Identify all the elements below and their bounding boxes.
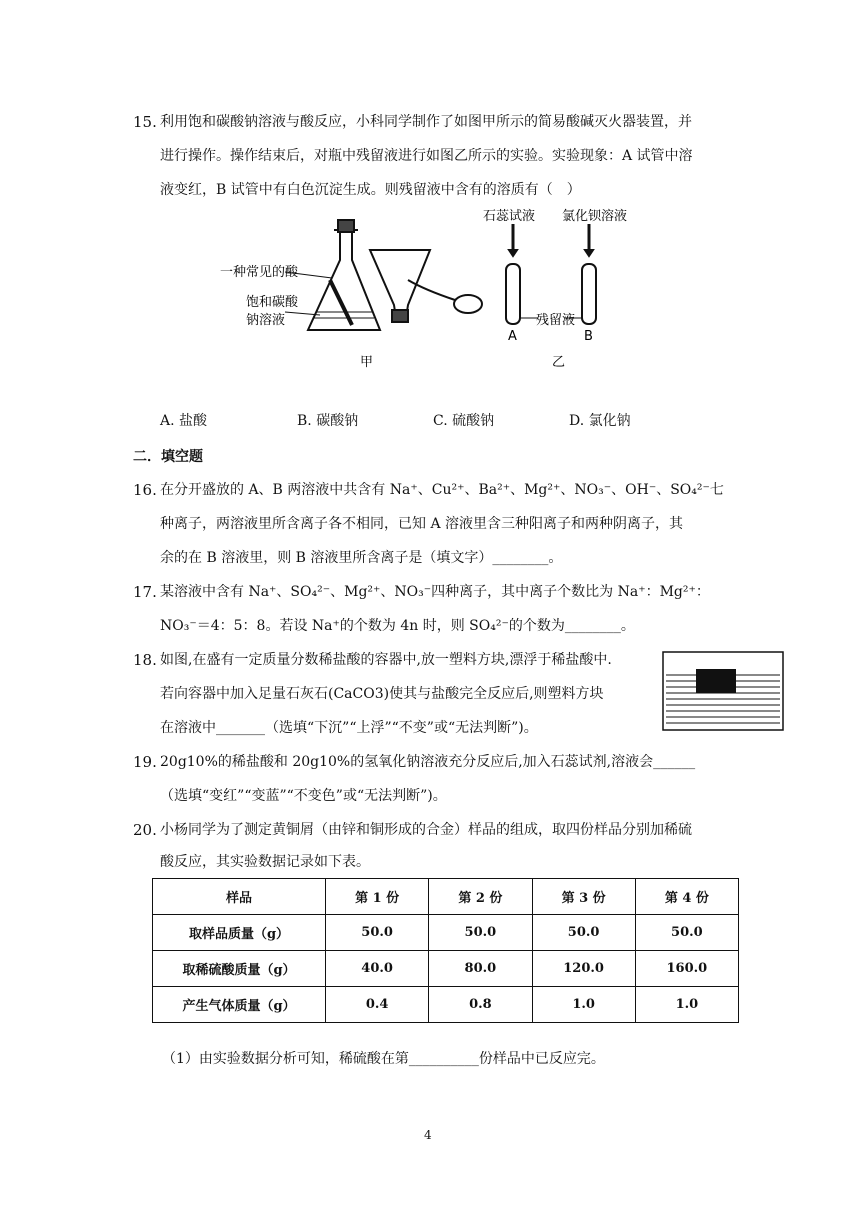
- label-solution-2: 钠溶液: [246, 313, 286, 328]
- table-header-row: [153, 879, 739, 915]
- table-cell: 取稀硫酸质量（g）: [153, 951, 326, 987]
- label-litmus: 石蕊试液: [483, 209, 536, 224]
- table-cell: 50.0: [429, 915, 532, 951]
- section-title: 二．填空题: [133, 449, 203, 465]
- question-text: 某溶液中含有 Na⁺、SO₄²⁻、Mg²⁺、NO₃⁻四种离子，其中离子个数比为 Na⁺：Mg²⁺：: [160, 584, 710, 600]
- question-number: 18.: [133, 651, 157, 669]
- option-a: A. 盐酸: [160, 413, 208, 429]
- caption-jia: 甲: [360, 355, 374, 370]
- table-cell: 1.0: [635, 987, 738, 1023]
- question-number: 20.: [133, 821, 157, 839]
- table-cell: 1.0: [532, 987, 635, 1023]
- question-text: 若向容器中加入足量石灰石(CaCO3)使其与盐酸完全反应后,则塑料方块: [160, 686, 604, 702]
- table-cell: 0.4: [326, 987, 429, 1023]
- table-row: [153, 951, 739, 987]
- table-cell: 50.0: [326, 915, 429, 951]
- table-cell: 120.0: [532, 951, 635, 987]
- label-tube-a: A: [508, 329, 517, 344]
- table-header-cell: 样品: [153, 879, 326, 915]
- question-text: 在分开盛放的 A、B 两溶液中共含有 Na⁺、Cu²⁺、Ba²⁺、Mg²⁺、NO₃⁻、OH⁻、SO₄²⁻七: [160, 482, 724, 498]
- caption-yi: 乙: [552, 355, 566, 370]
- page-number: 4: [424, 1128, 432, 1142]
- table-cell: 取样品质量（g）: [153, 915, 326, 951]
- plastic-block: [696, 669, 736, 693]
- label-solution-1: 饱和碳酸: [246, 295, 299, 310]
- table-header-cell: 第 1 份: [326, 879, 429, 915]
- table-header-cell: 第 4 份: [635, 879, 738, 915]
- question-text: 进行操作。操作结束后，对瓶中残留液进行如图乙所示的实验。实验现象：A 试管中溶: [160, 148, 693, 164]
- sub-question-text: （1）由实验数据分析可知，稀硫酸在第__________份样品中已反应完。: [162, 1051, 605, 1067]
- table-header-cell: 第 2 份: [429, 879, 532, 915]
- question-number: 16.: [133, 481, 157, 499]
- question-text: （选填“变红”“变蓝”“不变色”或“无法判断”)。: [160, 788, 447, 804]
- container-figure: [662, 651, 784, 731]
- option-c: C. 硫酸钠: [433, 413, 495, 429]
- question-text: 20g10%的稀盐酸和 20g10%的氢氧化钠溶液充分反应后,加入石蕊试剂,溶液会______: [160, 754, 696, 770]
- question-text: 利用饱和碳酸钠溶液与酸反应，小科同学制作了如图甲所示的简易酸碱灭火器装置，并: [160, 114, 692, 130]
- question-number: 17.: [133, 583, 157, 601]
- question-text: 液变红，B 试管中有白色沉淀生成。则残留液中含有的溶质有（ ）: [160, 182, 581, 198]
- data-table: [152, 878, 739, 1023]
- table-cell: 0.8: [429, 987, 532, 1023]
- table-cell: 50.0: [532, 915, 635, 951]
- question-number: 19.: [133, 753, 157, 771]
- question-text: 如图,在盛有一定质量分数稀盐酸的容器中,放一塑料方块,漂浮于稀盐酸中.: [160, 652, 612, 668]
- option-d: D. 氯化钠: [569, 413, 631, 429]
- apparatus-figure: [220, 200, 660, 375]
- table-cell: 50.0: [635, 915, 738, 951]
- option-b: B. 碳酸钠: [297, 413, 359, 429]
- label-residue: 残留液: [536, 313, 576, 328]
- question-text: 种离子，两溶液里所含离子各不相同，已知 A 溶液里含三种阳离子和两种阴离子，其: [160, 516, 684, 532]
- table-row: [153, 915, 739, 951]
- question-text: 在溶液中_______（选填“下沉”“上浮”“不变”或“无法判断”)。: [160, 720, 538, 736]
- question-text: NO₃⁻＝4：5：8。若设 Na⁺的个数为 4n 时，则 SO₄²⁻的个数为________。: [160, 618, 635, 634]
- question-number: 15.: [133, 113, 157, 131]
- label-acid: 一种常见的酸: [220, 265, 299, 280]
- table-header-cell: 第 3 份: [532, 879, 635, 915]
- table-cell: 40.0: [326, 951, 429, 987]
- inverted-flask-drawing: [370, 250, 482, 322]
- label-bacl2: 氯化钡溶液: [562, 209, 628, 224]
- test-tubes-drawing: [506, 224, 596, 324]
- table-cell: 160.0: [635, 951, 738, 987]
- question-text: 酸反应，其实验数据记录如下表。: [160, 854, 370, 870]
- table-cell: 80.0: [429, 951, 532, 987]
- label-tube-b: B: [584, 329, 593, 344]
- table-cell: 产生气体质量（g）: [153, 987, 326, 1023]
- question-text: 小杨同学为了测定黄铜屑（由锌和铜形成的合金）样品的组成，取四份样品分别加稀硫: [160, 822, 692, 838]
- flask-drawing: [308, 220, 380, 330]
- table-row: [153, 987, 739, 1023]
- question-text: 余的在 B 溶液里，则 B 溶液里所含离子是（填文字）________。: [160, 550, 563, 566]
